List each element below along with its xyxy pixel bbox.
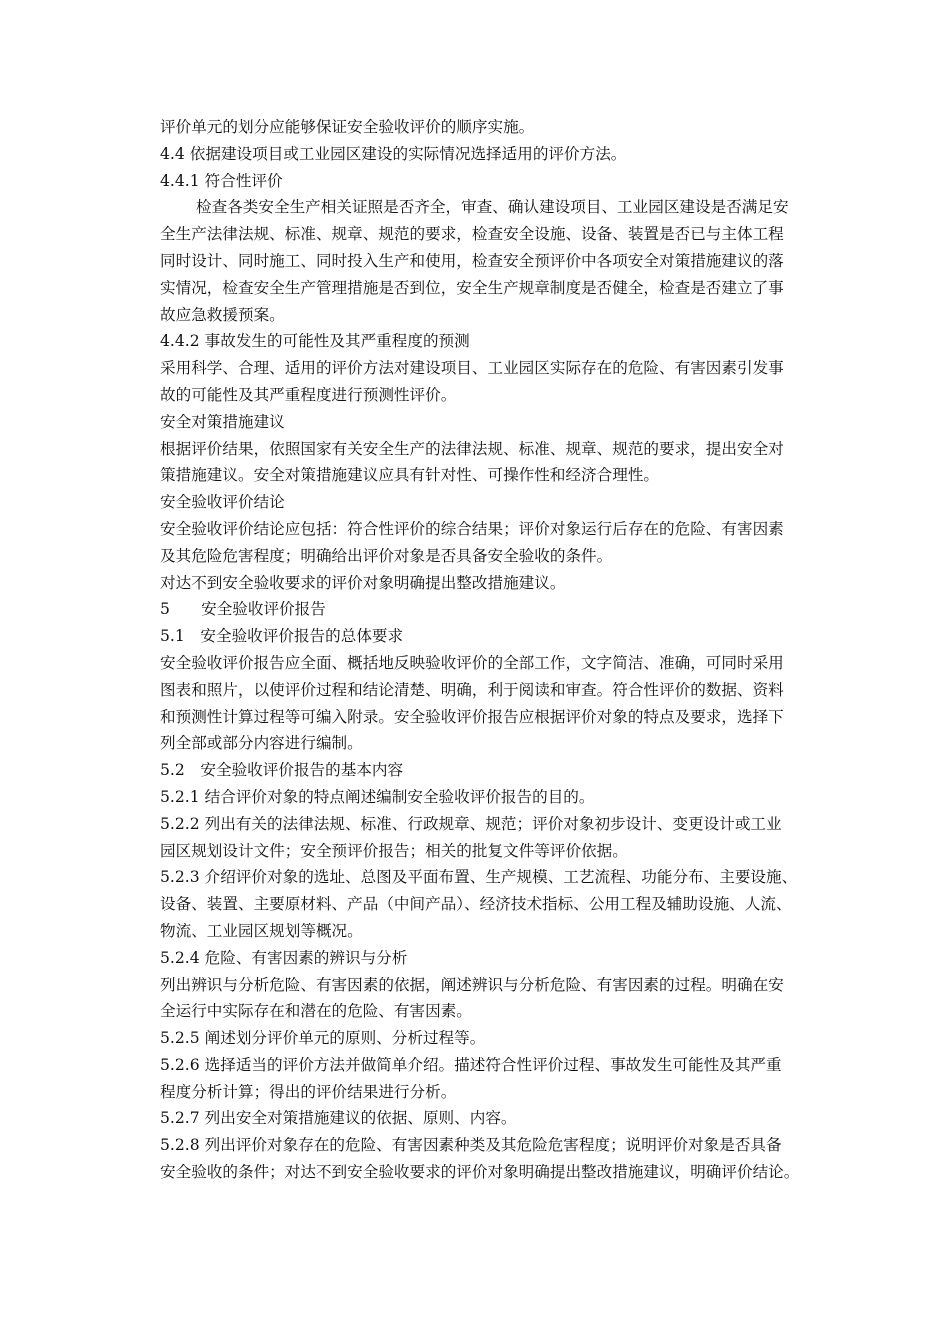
- text-line: 5.2.3 介绍评价对象的选址、总图及平面布置、生产规模、工艺流程、功能分布、主要设施、: [160, 868, 798, 887]
- text-line: 4.4.1 符合性评价: [160, 171, 283, 190]
- text-line: 物流、工业园区规划等概况。: [160, 921, 363, 940]
- text-line: 列全部或部分内容进行编制。: [160, 734, 363, 753]
- text-line: 设备、装置、主要原材料、产品（中间产品）、经济技术指标、公用工程及辅助设施、人流、: [160, 895, 792, 914]
- text-line: 5 安全验收评价报告: [160, 600, 326, 619]
- text-line: 5.2.2 列出有关的法律法规、标准、行政规章、规范；评价对象初步设计、变更设计或工业: [160, 814, 782, 833]
- text-line: 5.2.8 列出评价对象存在的危险、有害因素种类及其危险危害程度；说明评价对象是否具备: [160, 1136, 782, 1155]
- text-line: 故的可能性及其严重程度进行预测性评价。: [160, 385, 457, 404]
- text-line: 评价单元的划分应能够保证安全验收评价的顺序实施。: [160, 118, 535, 136]
- text-line: 安全对策措施建议: [160, 412, 285, 431]
- text-line: 全运行中实际存在和潜在的危险、有害因素。: [160, 1002, 472, 1021]
- document-page: [160, 114, 880, 1186]
- text-line: 同时设计、同时施工、同时投入生产和使用，检查安全预评价中各项安全对策措施建议的落: [160, 251, 784, 270]
- text-line: 实情况，检查安全生产管理措施是否到位，安全生产规章制度是否健全，检查是否建立了事: [160, 278, 784, 297]
- text-line: 5.2.6 选择适当的评价方法并做简单介绍。描述符合性评价过程、事故发生可能性及其严重: [160, 1055, 782, 1074]
- text-line: 故应急救援预案。: [160, 305, 285, 324]
- text-line: 5.1 安全验收评价报告的总体要求: [160, 627, 404, 646]
- text-line: 5.2.1 结合评价对象的特点阐述编制安全验收评价报告的目的。: [160, 787, 595, 806]
- text-line: 程度分析计算；得出的评价结果进行分析。: [160, 1082, 457, 1101]
- text-line: 对达不到安全验收要求的评价对象明确提出整改措施建议。: [160, 573, 566, 592]
- text-line: 园区规划设计文件；安全预评价报告；相关的批复文件等评价依据。: [160, 841, 628, 860]
- text-line: 4.4.2 事故发生的可能性及其严重程度的预测: [160, 332, 470, 351]
- text-line: 采用科学、合理、适用的评价方法对建设项目、工业园区实际存在的危险、有害因素引发事: [160, 359, 784, 378]
- text-line: 5.2.5 阐述划分评价单元的原则、分析过程等。: [160, 1029, 486, 1048]
- text-line: 5.2.4 危险、有害因素的辨识与分析: [160, 948, 408, 967]
- text-line: 检查各类安全生产相关证照是否齐全，审查、确认建设项目、工业园区建设是否满足安: [196, 198, 789, 217]
- text-line: 和预测性计算过程等可编入附录。安全验收评价报告应根据评价对象的特点及要求，选择下: [160, 707, 784, 726]
- text-line: 根据评价结果，依照国家有关安全生产的法律法规、标准、规章、规范的要求，提出安全对: [160, 439, 784, 458]
- text-line: 5.2 安全验收评价报告的基本内容: [160, 761, 404, 780]
- text-line: 安全验收的条件；对达不到安全验收要求的评价对象明确提出整改措施建议，明确评价结论。: [160, 1163, 800, 1182]
- text-line: 安全验收评价报告应全面、概括地反映验收评价的全部工作，文字简洁、准确，可同时采用: [160, 653, 784, 672]
- text-line: 策措施建议。安全对策措施建议应具有针对性、可操作性和经济合理性。: [160, 466, 660, 485]
- text-line: 安全验收评价结论: [160, 493, 285, 512]
- text-line: 安全验收评价结论应包括：符合性评价的综合结果；评价对象运行后存在的危险、有害因素: [160, 519, 784, 538]
- text-line: 列出辨识与分析危险、有害因素的依据，阐述辨识与分析危险、有害因素的过程。明确在安: [160, 975, 784, 994]
- text-line: 图表和照片，以使评价过程和结论清楚、明确，利于阅读和审查。符合性评价的数据、资料: [160, 680, 784, 699]
- text-line: 4.4 依据建设项目或工业园区建设的实际情况选择适用的评价方法。: [160, 144, 627, 163]
- text-line: 及其危险危害程度；明确给出评价对象是否具备安全验收的条件。: [160, 546, 613, 565]
- text-line: 全生产法律法规、标准、规章、规范的要求，检查安全设施、设备、装置是否已与主体工程: [160, 225, 784, 244]
- text-line: 5.2.7 列出安全对策措施建议的依据、原则、内容。: [160, 1109, 517, 1128]
